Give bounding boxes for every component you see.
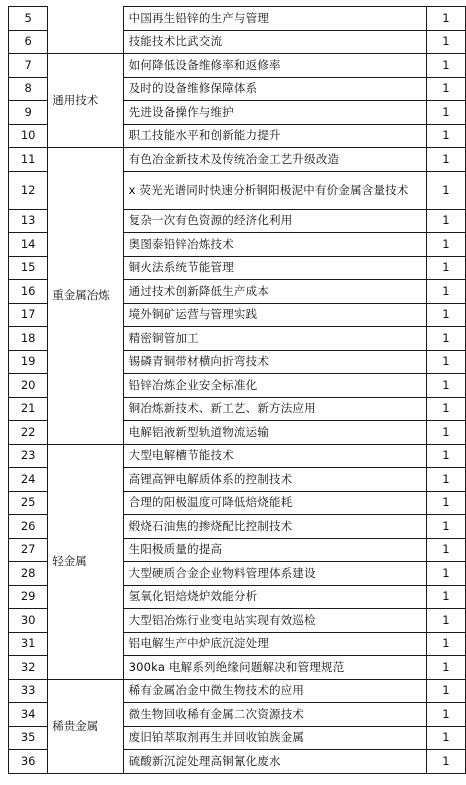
topic-title: 境外铜矿运营与管理实践 [123,303,426,327]
topic-title: 稀有金属冶金中微生物技术的应用 [123,679,426,703]
topic-count: 1 [426,538,465,562]
topic-title: 先进设备操作与维护 [123,101,426,125]
topic-title: 通过技术创新降低生产成本 [123,280,426,304]
topic-count: 1 [426,632,465,656]
topic-title: 奥图泰铅锌冶炼技术 [123,233,426,257]
topic-count: 1 [426,148,465,172]
topic-title: x 荧光光谱同时快速分析铜阳极泥中有价金属含量技术 [123,171,426,209]
table-row [9,54,466,78]
topic-count: 1 [426,209,465,233]
row-number: 11 [9,148,48,172]
topic-title: 煅烧石油焦的掺烧配比控制技术 [123,515,426,539]
row-number: 32 [9,656,48,680]
row-number: 13 [9,209,48,233]
topic-title: 微生物回收稀有金属二次资源技术 [123,703,426,727]
row-number: 15 [9,256,48,280]
topic-title: 铜冶炼新技术、新工艺、新方法应用 [123,397,426,421]
row-number: 25 [9,491,48,515]
topic-count: 1 [426,280,465,304]
topic-count: 1 [426,303,465,327]
topic-title: 中国再生铅锌的生产与管理 [123,7,426,31]
topic-title: 300ka 电解系列绝缘问题解决和管理规范 [123,656,426,680]
category-cell: 轻金属 [48,444,123,679]
topic-count: 1 [426,726,465,750]
topic-count: 1 [426,444,465,468]
topic-count: 1 [426,468,465,492]
topic-count: 1 [426,750,465,774]
row-number: 35 [9,726,48,750]
row-number: 6 [9,30,48,54]
topic-title: 锡磷青铜带材横向折弯技术 [123,350,426,374]
topic-count: 1 [426,397,465,421]
topic-title: 如何降低设备维修率和返修率 [123,54,426,78]
row-number: 18 [9,327,48,351]
topic-count: 1 [426,77,465,101]
topic-title: 精密铜管加工 [123,327,426,351]
row-number: 14 [9,233,48,257]
row-number: 19 [9,350,48,374]
row-number: 36 [9,750,48,774]
row-number: 8 [9,77,48,101]
topic-count: 1 [426,30,465,54]
topic-count: 1 [426,515,465,539]
row-number: 31 [9,632,48,656]
row-number: 22 [9,421,48,445]
category-cell: 重金属冶炼 [48,148,123,445]
row-number: 30 [9,609,48,633]
topic-title: 合理的阳极温度可降低焙烧能耗 [123,491,426,515]
topic-title: 及时的设备维修保障体系 [123,77,426,101]
topic-title: 大型硬质合金企业物料管理体系建设 [123,562,426,586]
topic-count: 1 [426,256,465,280]
topic-count: 1 [426,703,465,727]
table-row [9,444,466,468]
topic-title: 铝电解生产中炉底沉淀处理 [123,632,426,656]
topic-title: 大型铝冶炼行业变电站实现有效巡检 [123,609,426,633]
topic-title: 氢氧化铝焙烧炉效能分析 [123,585,426,609]
row-number: 5 [9,7,48,31]
table-row [9,7,466,31]
topic-title: 有色冶金新技术及传统冶金工艺升级改造 [123,148,426,172]
row-number: 24 [9,468,48,492]
row-number: 34 [9,703,48,727]
row-number: 20 [9,374,48,398]
topic-title: 硫酸新沉淀处理高铜氰化废水 [123,750,426,774]
topic-table [8,6,466,774]
topic-count: 1 [426,374,465,398]
topic-title: 职工技能水平和创新能力提升 [123,124,426,148]
row-number: 17 [9,303,48,327]
table-row [9,679,466,703]
topic-count: 1 [426,171,465,209]
category-cell: 稀贵金属 [48,679,123,773]
row-number: 26 [9,515,48,539]
topic-count: 1 [426,679,465,703]
row-number: 23 [9,444,48,468]
row-number: 33 [9,679,48,703]
row-number: 29 [9,585,48,609]
row-number: 28 [9,562,48,586]
row-number: 10 [9,124,48,148]
topic-count: 1 [426,101,465,125]
topic-title: 高锂高钾电解质体系的控制技术 [123,468,426,492]
topic-count: 1 [426,233,465,257]
topic-title: 大型电解槽节能技术 [123,444,426,468]
table-row [9,148,466,172]
topic-title: 废旧铂萃取剂再生并回收铂族金属 [123,726,426,750]
topic-count: 1 [426,421,465,445]
row-number: 7 [9,54,48,78]
topic-title: 铜火法系统节能管理 [123,256,426,280]
category-cell: 通用技术 [48,54,123,148]
topic-count: 1 [426,656,465,680]
topic-title: 技能技术比武交流 [123,30,426,54]
topic-title: 电解铝液新型轨道物流运输 [123,421,426,445]
topic-title: 复杂一次有色资源的经济化利用 [123,209,426,233]
topic-title: 生阳极质量的提高 [123,538,426,562]
topic-count: 1 [426,562,465,586]
topic-table-body [9,7,466,774]
row-number: 12 [9,171,48,209]
topic-count: 1 [426,585,465,609]
row-number: 27 [9,538,48,562]
topic-count: 1 [426,124,465,148]
topic-count: 1 [426,350,465,374]
category-cell [48,7,123,54]
topic-count: 1 [426,609,465,633]
row-number: 21 [9,397,48,421]
topic-count: 1 [426,54,465,78]
topic-count: 1 [426,7,465,31]
row-number: 9 [9,101,48,125]
topic-title: 铅锌冶炼企业安全标准化 [123,374,426,398]
topic-count: 1 [426,327,465,351]
row-number: 16 [9,280,48,304]
topic-count: 1 [426,491,465,515]
